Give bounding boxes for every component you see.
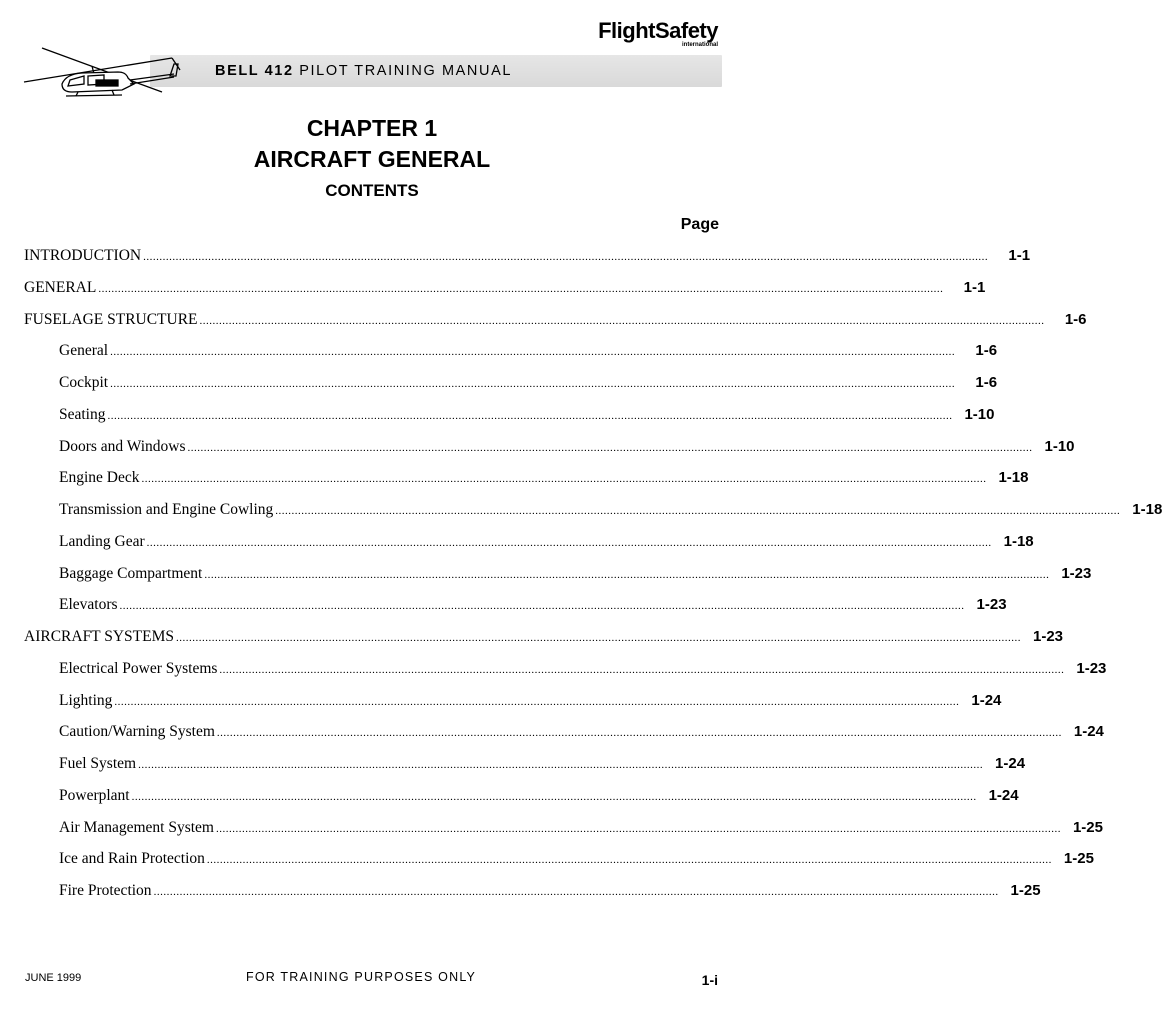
toc-entry-page: 1-23 [1033, 628, 1064, 645]
page-column-header: Page [680, 216, 719, 233]
manual-model: BELL 412 [215, 63, 294, 79]
dot-leader: .................................................................................................................................................................................................................................................................... [204, 568, 1050, 581]
toc-entry [24, 278, 986, 311]
dot-leader: .................................................................................................................................................................................................................................................................... [275, 505, 1121, 517]
toc-entry-title: Fire Protection [59, 882, 152, 899]
dot-leader: .................................................................................................................................................................................................................................................................... [199, 314, 1045, 327]
toc-entry-page: 1-25 [1010, 882, 1041, 899]
toc-entry [24, 405, 995, 438]
toc-entry-title: Ice and Rain Protection [59, 850, 205, 868]
toc-entry-page: 1-6 [975, 342, 998, 360]
toc-entry-page: 1-1 [963, 278, 986, 296]
dot-leader: .................................................................................................................................................................................................................................................................... [110, 378, 956, 390]
toc-entry [24, 501, 1162, 533]
toc-entry-title: Baggage Compartment [59, 564, 203, 582]
dot-leader: .................................................................................................................................................................................................................................................................... [215, 822, 1061, 835]
toc-entry [24, 342, 998, 374]
dot-leader: .................................................................................................................................................................................................................................................................... [219, 663, 1065, 676]
toc-entry-title: Lighting [59, 691, 113, 709]
toc-entry-page: 1-6 [1064, 310, 1087, 328]
toc-entry-title: Seating [59, 405, 106, 423]
dot-leader: .................................................................................................................................................................................................................................................................... [110, 346, 956, 359]
toc-entry [24, 723, 1104, 755]
toc-entry-title: Elevators [59, 596, 118, 614]
toc-entry-page: 1-24 [988, 786, 1019, 804]
toc-entry-page: 1-24 [971, 691, 1002, 709]
toc-entry-page: 1-23 [976, 596, 1007, 614]
dot-leader: .................................................................................................................................................................................................................................................................... [143, 251, 989, 263]
toc-entry-page: 1-25 [1063, 850, 1094, 868]
toc-entry-page: 1-23 [1076, 659, 1107, 677]
toc-entry [24, 755, 1026, 787]
contents-heading: CONTENTS [325, 181, 419, 200]
toc-entry-title: Powerplant [59, 786, 130, 804]
dot-leader: .................................................................................................................................................................................................................................................................... [146, 536, 992, 549]
toc-entry-title: GENERAL [24, 278, 97, 296]
toc-entry-title: INTRODUCTION [24, 247, 142, 264]
dot-leader: .................................................................................................................................................................................................................................................................... [187, 441, 1033, 454]
toc-entry-title: Air Management System [59, 818, 214, 836]
manual-banner [150, 55, 722, 87]
toc-entry-title: AIRCRAFT SYSTEMS [24, 628, 175, 645]
toc-entry-page: 1-25 [1072, 818, 1103, 836]
toc-entry [24, 310, 1087, 343]
toc-entry [24, 786, 1019, 819]
toc-entry-page: 1-10 [964, 405, 995, 423]
toc-entry-title: Landing Gear [59, 532, 145, 550]
toc-entry-page: 1-1 [1008, 247, 1031, 264]
footer-notice: FOR TRAINING PURPOSES ONLY [246, 970, 477, 984]
dot-leader: .................................................................................................................................................................................................................................................................... [216, 727, 1062, 740]
toc-entry-page: 1-18 [998, 469, 1029, 487]
flightsafety-logo [598, 20, 718, 48]
toc-entry-page: 1-23 [1061, 564, 1092, 582]
toc-entry-page: 1-24 [995, 755, 1026, 772]
toc-entry [24, 469, 1029, 501]
dot-leader: .................................................................................................................................................................................................................................................................... [131, 790, 977, 803]
toc-entry [24, 247, 1031, 279]
chapter-name: AIRCRAFT GENERAL [253, 146, 491, 172]
toc-entry-page: 1-18 [1003, 532, 1034, 550]
toc-entry [24, 882, 1041, 914]
toc-entry-title: FUSELAGE STRUCTURE [24, 310, 198, 328]
chapter-number: CHAPTER 1 [306, 115, 438, 141]
brand-subtitle: international [681, 42, 718, 48]
manual-title [215, 63, 512, 79]
footer-page-number: 1-i [701, 972, 718, 988]
toc-entry-title: Doors and Windows [59, 437, 186, 455]
dot-leader: .................................................................................................................................................................................................................................................................... [176, 632, 1022, 644]
table-of-contents [24, 247, 1162, 914]
dot-leader: .................................................................................................................................................................................................................................................................... [141, 473, 987, 486]
chapter-title-block [0, 113, 744, 201]
footer-date: JUNE 1999 [25, 972, 82, 984]
toc-entry-page: 1-6 [975, 374, 998, 391]
brand-name: FlightSafety [598, 18, 718, 43]
toc-entry-title: General [59, 342, 109, 360]
toc-entry [24, 850, 1094, 882]
toc-entry-page: 1-18 [1132, 501, 1162, 518]
manual-title-text: PILOT TRAINING MANUAL [299, 63, 513, 79]
toc-entry [24, 628, 1064, 660]
toc-entry-page: 1-10 [1044, 437, 1075, 455]
toc-entry [24, 374, 998, 406]
helicopter-icon [22, 40, 192, 100]
toc-entry [24, 532, 1034, 565]
dot-leader: .................................................................................................................................................................................................................................................................... [153, 886, 999, 898]
toc-entry [24, 564, 1092, 597]
dot-leader: .................................................................................................................................................................................................................................................................... [114, 695, 960, 708]
toc-entry-title: Transmission and Engine Cowling [59, 501, 274, 518]
toc-entry-page: 1-24 [1073, 723, 1104, 741]
toc-entry [24, 691, 1002, 724]
dot-leader: .................................................................................................................................................................................................................................................................... [119, 600, 965, 613]
toc-entry [24, 818, 1103, 851]
toc-entry-title: Caution/Warning System [59, 723, 215, 741]
dot-leader: .................................................................................................................................................................................................................................................................... [206, 854, 1052, 867]
toc-entry [24, 437, 1075, 470]
toc-entry [24, 596, 1007, 628]
toc-entry [24, 659, 1107, 692]
dot-leader: .................................................................................................................................................................................................................................................................... [107, 409, 953, 422]
toc-entry-title: Cockpit [59, 374, 109, 391]
dot-leader: .................................................................................................................................................................................................................................................................... [98, 282, 944, 295]
toc-entry-title: Electrical Power Systems [59, 659, 218, 677]
toc-entry-title: Fuel System [59, 755, 137, 772]
dot-leader: .................................................................................................................................................................................................................................................................... [138, 759, 984, 771]
toc-entry-title: Engine Deck [59, 469, 140, 487]
